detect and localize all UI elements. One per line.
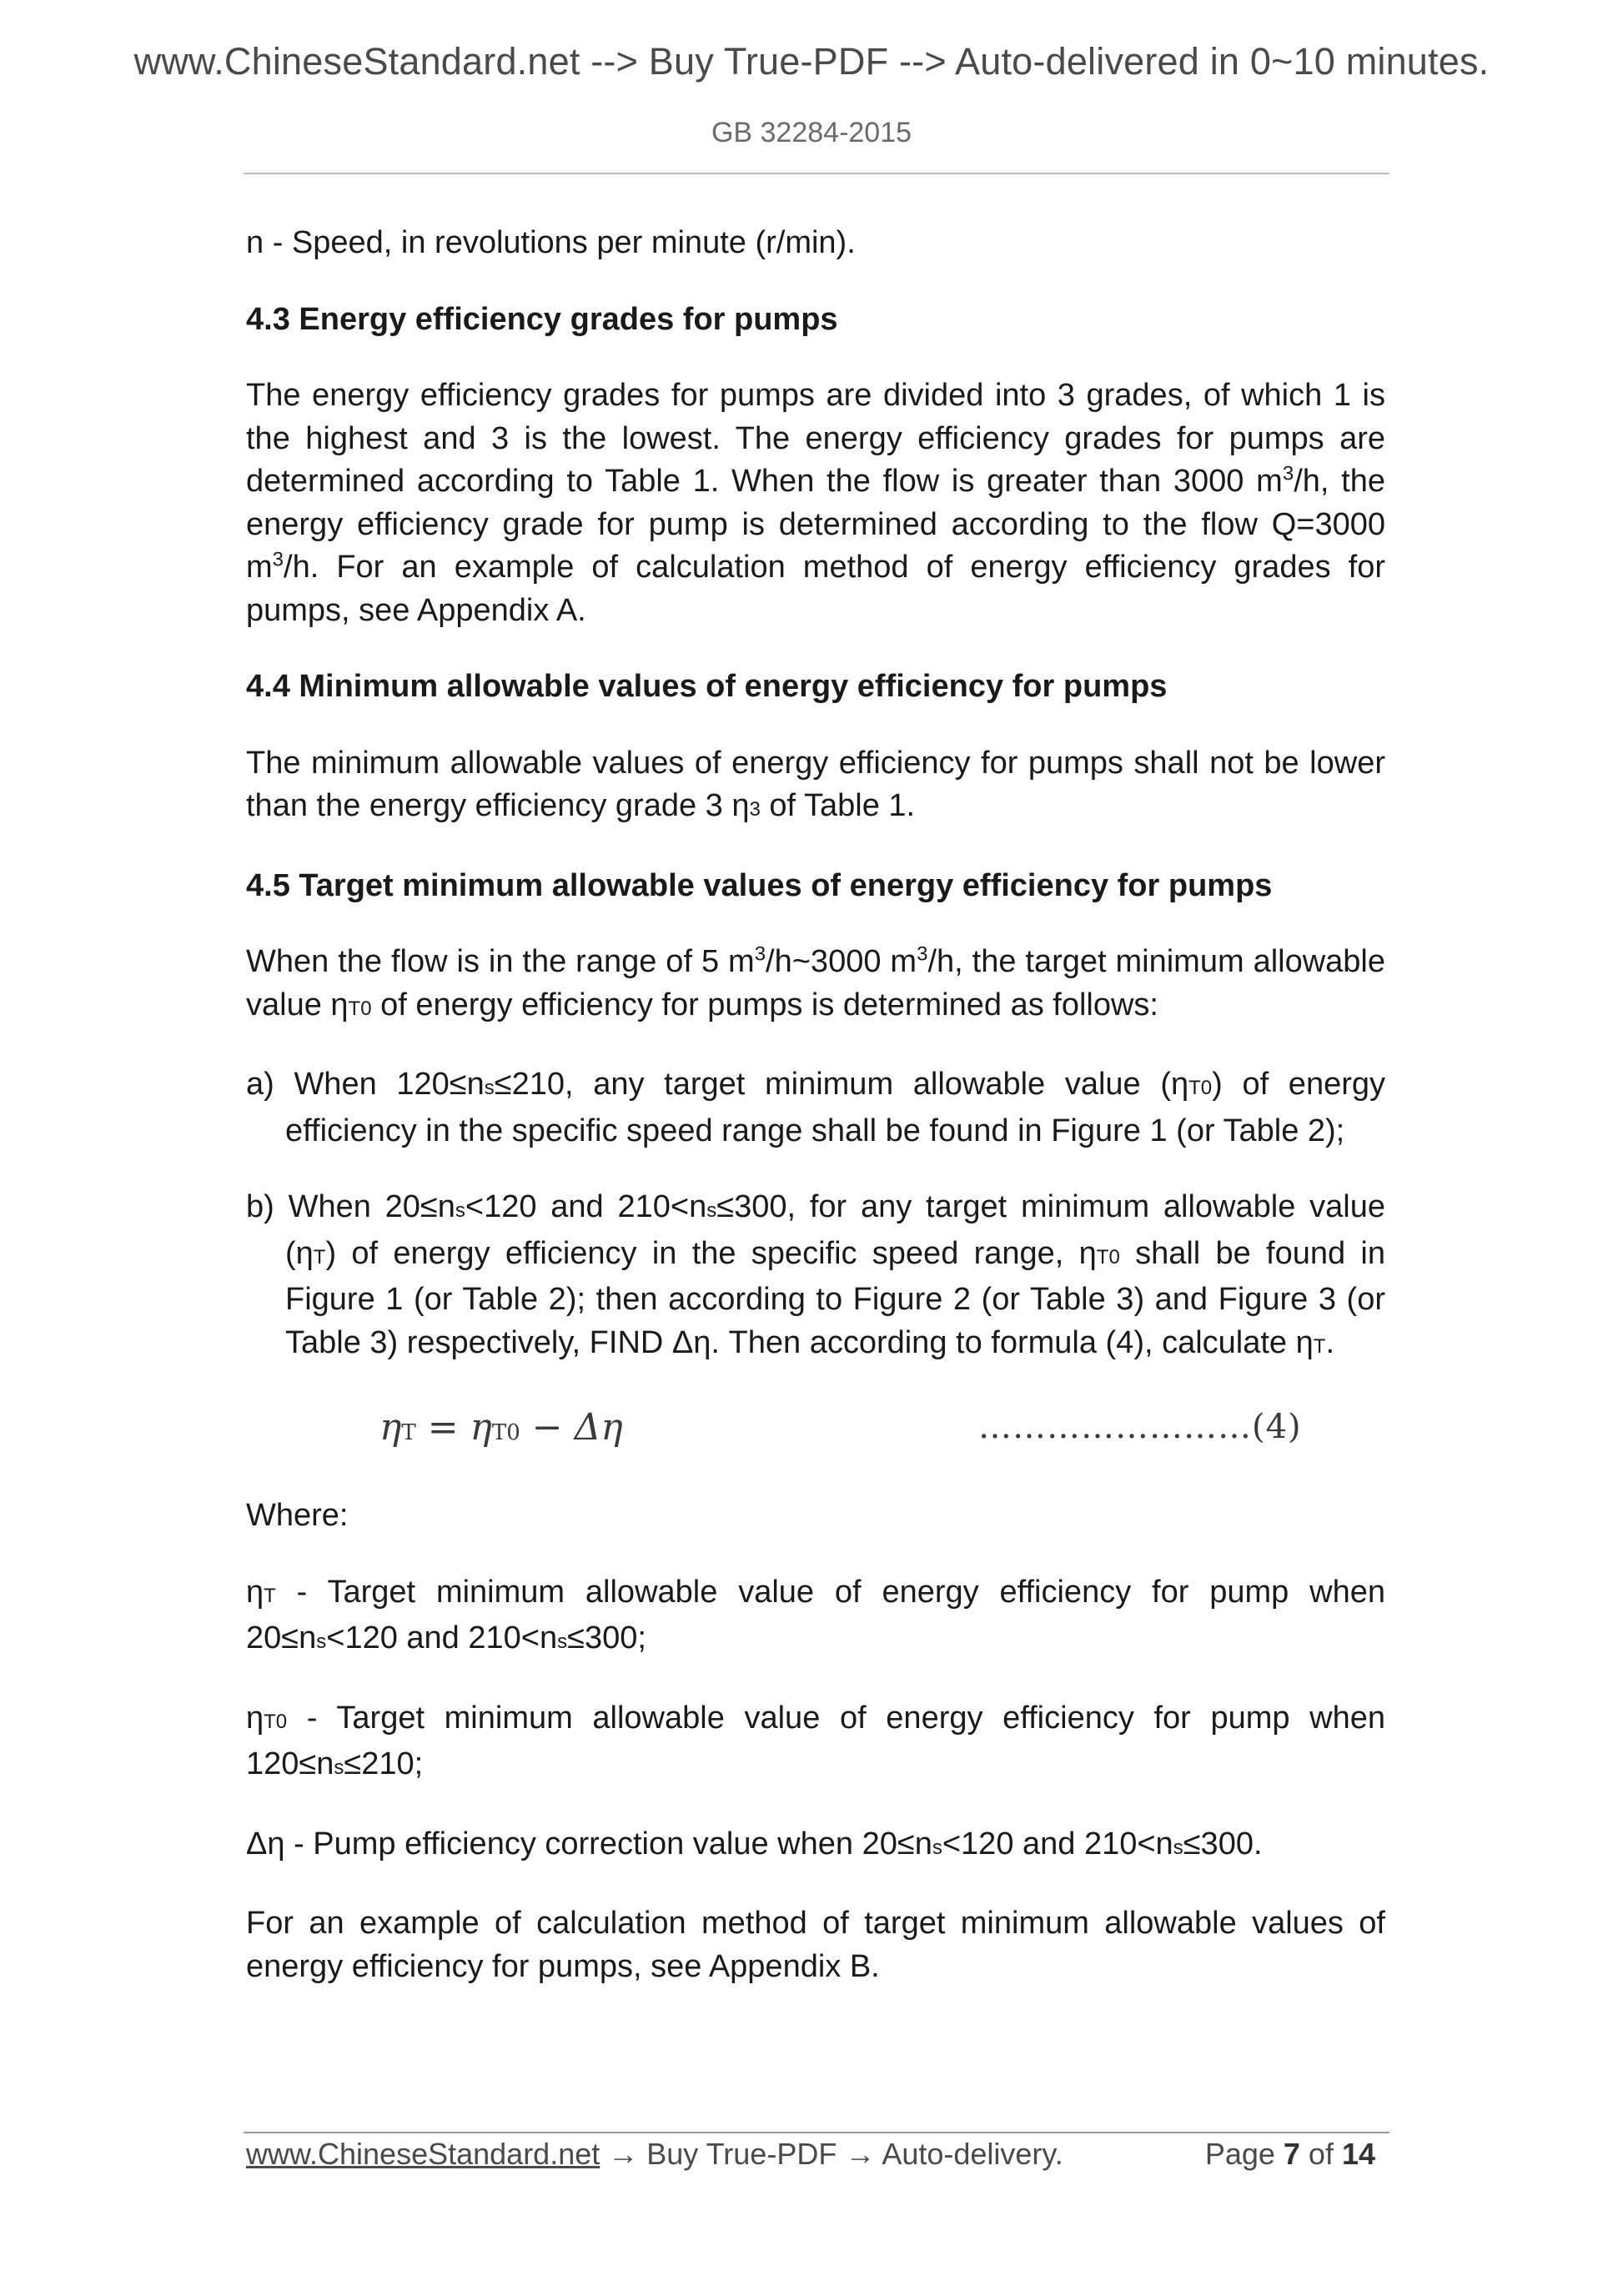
paragraph-4-4: The minimum allowable values of energy efficiency for pumps shall not be lower than the energy efficiency grade 3 η3 of Table 1. (246, 745, 1385, 823)
formula-expression: ηT = ηT0 − Δη (379, 1406, 623, 1449)
definition-delta-eta: Δη - Pump efficiency correction value when 20≤ns<120 and 210<ns≤300. (246, 1826, 1263, 1861)
formula-4 (246, 1401, 1385, 1461)
section-heading-4-4: 4.4 Minimum allowable values of energy efficiency for pumps (246, 669, 1168, 704)
footer-left (246, 2137, 1063, 2172)
page-indicator: Page 7 of 14 (1204, 2137, 1375, 2171)
list-item-b: b) When 20≤ns<120 and 210<ns≤300, for any target minimum allowable value (ηT) of energy efficiency in the specific speed range, ηT0 shall be found in Figure 1 (or Table 2); then according to Figure 2 (or Table 3) and Figure 3 (or Table 3) respectively, FIND Δη. Then according to formula (4), calculate ηT. (246, 1189, 1386, 1360)
footer-tagline: → Buy True-PDF → Auto-delivery. (600, 2137, 1063, 2171)
paragraph-appendix-b: For an example of calculation method of target minimum allowable values of energy efficiency for pumps, see Appendix B. (246, 1906, 1385, 1984)
paragraph-speed-definition: n - Speed, in revolutions per minute (r/min). (246, 225, 856, 260)
definition-eta-t0: ηT0 - Target minimum allowable value of energy efficiency for pump when 120≤ns≤210; (246, 1700, 1385, 1781)
header-divider (244, 173, 1389, 174)
header-banner: www.ChineseStandard.net --> Buy True-PDF --> Auto-delivered in 0~10 minutes. (133, 40, 1490, 83)
total-pages: 14 (1341, 2137, 1375, 2171)
formula-number: ……………………(4) (978, 1408, 1302, 1446)
section-heading-4-5: 4.5 Target minimum allowable values of energy efficiency for pumps (246, 867, 1273, 903)
paragraph-4-3: The energy efficiency grades for pumps are divided into 3 grades, of which 1 is the highest and 3 is the lowest. The energy efficiency grades for pumps are determined according to Table 1. When the flow is greater than 3000 $m^3/h$, the energy efficiency grade for pump is determined according to the flow Q=3000 $m^3/h$. For an example of calculation method of energy efficiency grades for pumps, see Appendix A. (246, 378, 1385, 628)
page-content (246, 222, 1385, 1988)
footer-divider (244, 2132, 1389, 2133)
paragraph-where: Where: (246, 1498, 349, 1533)
footer-site-link[interactable]: www.ChineseStandard.net (246, 2137, 600, 2171)
definition-eta-t: ηT - Target minimum allowable value of energy efficiency for pump when 20≤ns<120 and 210<ns≤300; (246, 1574, 1385, 1655)
document-code: GB 32284-2015 (711, 117, 912, 148)
list-item-a: a) When 120≤ns≤210, any target minimum allowable value (ηT0) of energy efficiency in the specific speed range shall be found in Figure 1 (or Table 2); (246, 1067, 1386, 1148)
section-heading-4-3: 4.3 Energy efficiency grades for pumps (246, 301, 838, 337)
current-page: 7 (1283, 2137, 1300, 2171)
paragraph-4-5: When the flow is in the range of 5 $m^3/h\sim 3000$ $m^3/h$, the target minimum allowable value ηT0 of energy efficiency for pumps is determined as follows: (246, 942, 1386, 1022)
